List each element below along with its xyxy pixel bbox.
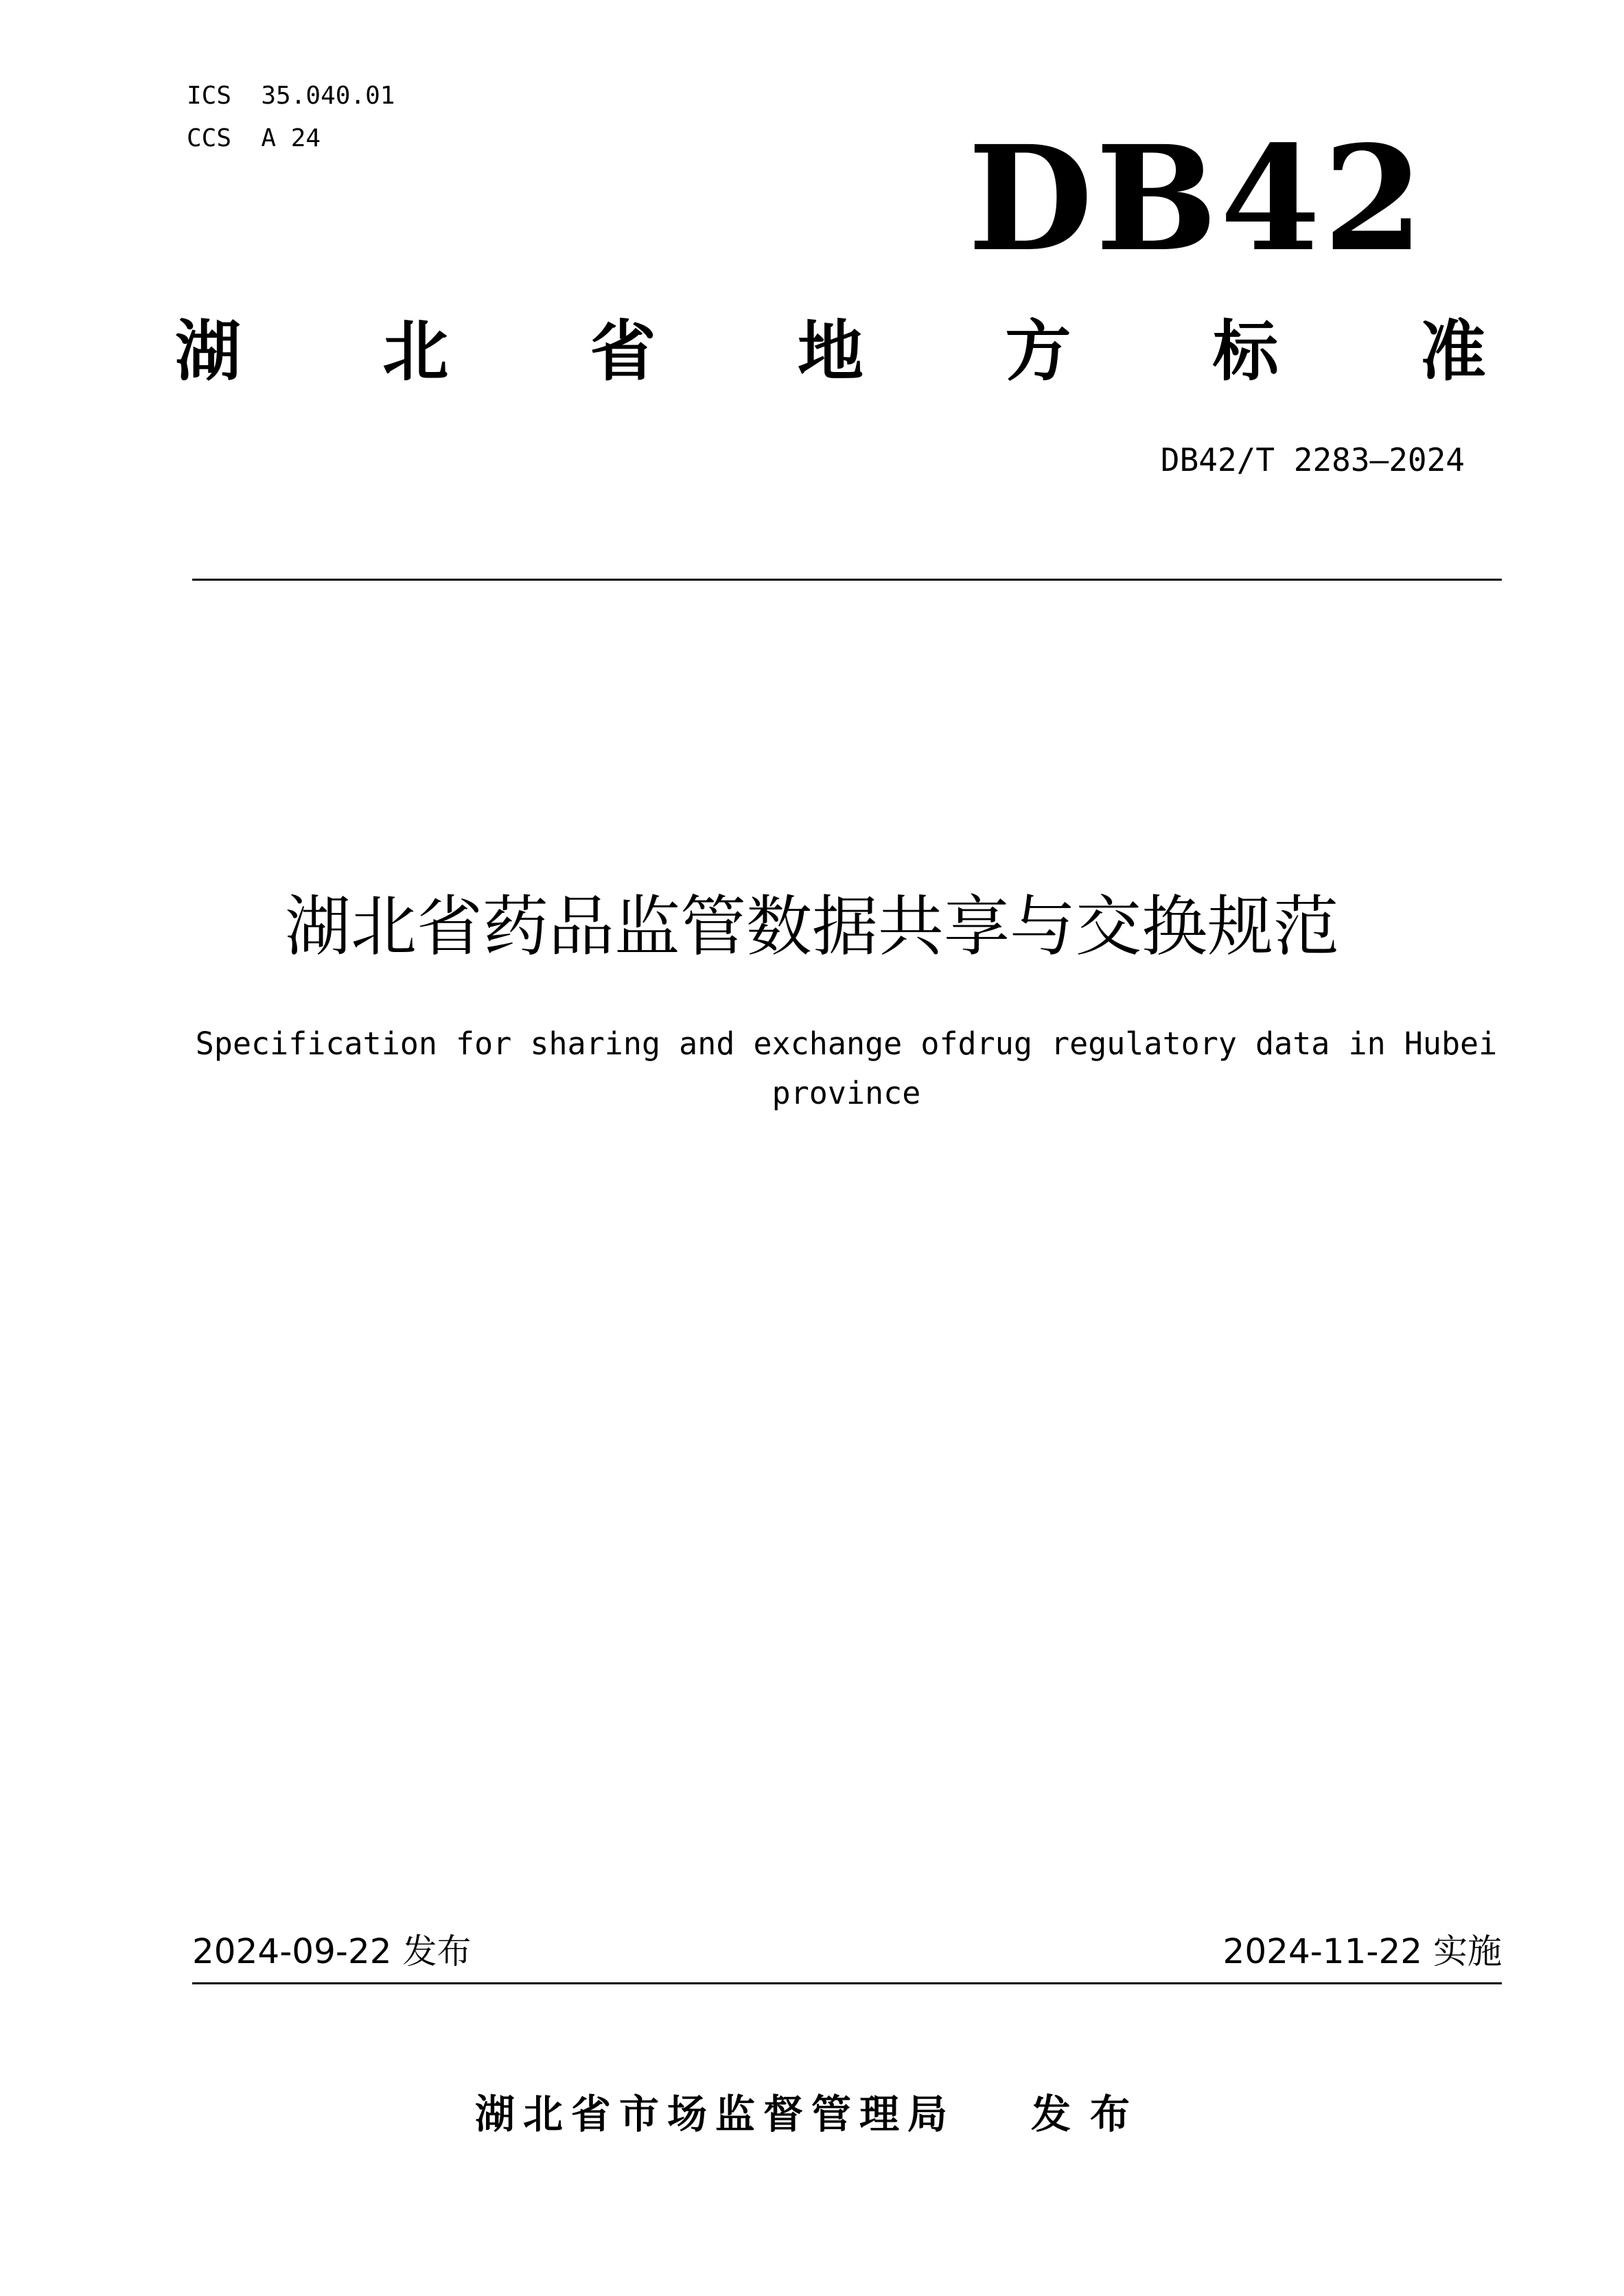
standard-type-char: 湖 xyxy=(175,313,241,390)
issuer-line xyxy=(0,2087,1624,2142)
standard-type-char: 方 xyxy=(1005,313,1071,390)
bottom-divider xyxy=(192,1982,1502,1984)
standard-type-char: 准 xyxy=(1419,313,1486,390)
issuer-action: 发布 xyxy=(1031,2091,1150,2137)
standard-type-char: 标 xyxy=(1212,313,1279,390)
standard-type-char: 北 xyxy=(382,313,449,390)
standard-type-heading xyxy=(175,310,1486,393)
db42-logo: DB42 xyxy=(968,114,1426,283)
top-divider xyxy=(192,579,1502,581)
issue-date: 2024-09-22 发布 xyxy=(192,1932,472,1971)
standard-number: DB42/T 2283—2024 xyxy=(1160,441,1465,478)
standard-type-char: 省 xyxy=(590,313,656,390)
title-english: Specification for sharing and exchange ofdrug regulatory data in Hubei province xyxy=(195,1025,1498,1111)
standard-type-char: 地 xyxy=(797,313,863,390)
issuer-name: 湖北省市场监督管理局 xyxy=(474,2091,955,2137)
title-chinese: 湖北省药品监管数据共享与交换规范 xyxy=(285,888,1339,965)
ccs-code: CCS A 24 xyxy=(187,124,321,152)
effective-date: 2024-11-22 实施 xyxy=(1222,1932,1502,1971)
ics-code: ICS 35.040.01 xyxy=(187,82,395,110)
